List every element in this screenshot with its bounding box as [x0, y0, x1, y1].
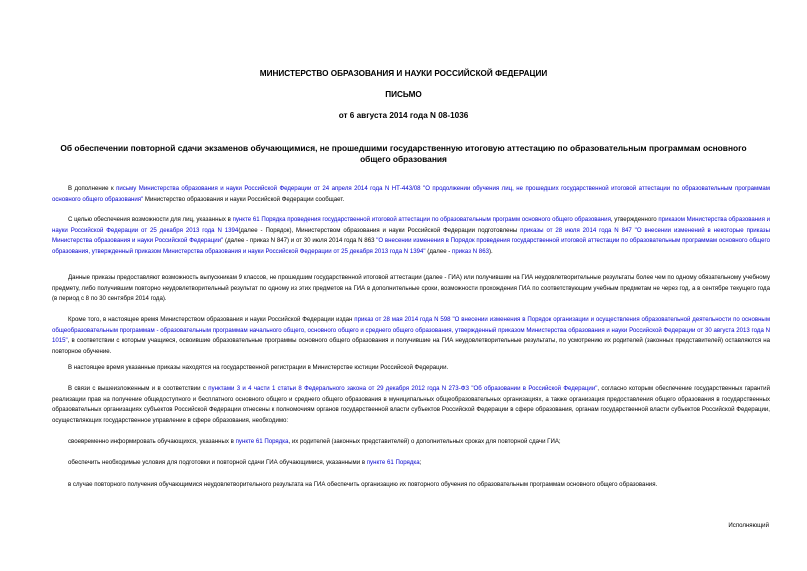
signature-line: Исполняющий	[728, 522, 769, 529]
link-order-863-title[interactable]: "О внесении изменения в Порядок проведения государственной итоговой аттестации по образовательным программам основного общего образования, утвержденный приказом Министерства образования и науки Российской Федерации от 25 декабря 2013 года N 1394"	[52, 237, 770, 255]
text: своевременно информировать обучающихся, указанных в	[68, 438, 236, 445]
paragraph-7	[52, 437, 770, 448]
link-order-1394[interactable]: приказом Министерства образования и науки Российской Федерации от 25 декабря 2013 года N 1394	[52, 216, 770, 234]
document-type: ПИСЬМО	[385, 90, 422, 99]
paragraph-3: Данные приказы предоставляют возможность выпускникам 9 классов, не прошедшим государственной итоговой аттестации (далее - ГИА) или получившим на ГИА неудовлетворительные результаты более чем по одному обязательному учебному предмету, либо получившим повторно неудовлетворительный результат по одному из этих предметов на ГИА в дополнительные сроки, возможности прохождения ГИА по соответствующим учебным предметам не через год, а в сентябре текущего года (в период с 8 по 30 сентября 2014 года).	[52, 274, 770, 302]
paragraph-4	[52, 315, 770, 357]
text: , в соответствии с которым учащиеся, освоившие образовательные программы основного общего образования и получившие на ГИА неудовлетворительные результаты, по усмотрению их родителей (законных представителей) оставляются на повторное обучение.	[52, 337, 770, 355]
link-order-847[interactable]: приказы от 28 июля 2014 года N 847 "О внесении изменений в некоторые приказы Министерства образования и науки Российской Федерации"	[52, 226, 770, 244]
text: , их родителей (законных представителей) о дополнительных сроках для повторной сдачи ГИА;	[288, 438, 561, 445]
link-letter-nt-443[interactable]: письму Министерства образования и науки Российской Федерации от 24 апреля 2014 года N НТ-443/08 "О продолжении обучения лиц, не прошедших государственной итоговой аттестации по образовательным программам основного общего образования"	[52, 185, 770, 203]
paragraph-9: в случае повторного получения обучающимися неудовлетворительного результата на ГИА обеспечить организацию их повторного обучения по образовательным программам основного общего образования.	[68, 481, 658, 488]
text: (далее - приказ N 847) и от 30 июля 2014 года N 863	[223, 237, 377, 244]
text: , утвержденного	[610, 216, 659, 223]
ministry-title: МИНИСТЕРСТВО ОБРАЗОВАНИЯ И НАУКИ РОССИЙСКОЙ ФЕДЕРАЦИИ	[259, 69, 548, 78]
document-subject: Об обеспечении повторной сдачи экзаменов обучающимися, не прошедшими государственную итоговую аттестацию по образовательным программам основного общего образования	[60, 143, 747, 164]
text: В связи с вышеизложенным и в соответствии с	[68, 385, 209, 392]
paragraph-2	[52, 215, 770, 257]
text: Кроме того, в настоящее время Министерством образования и науки Российской Федерации издан	[68, 316, 355, 323]
text: В дополнение к	[68, 185, 117, 192]
link-order-598[interactable]: приказ от 28 мая 2014 года N 598 "О внесении изменения в Порядок организации и осуществления образовательной деятельности по основным общеобразовательным программам - образовательным программам начального общего, основного общего и среднего общего образования, утвержденный приказом Министерства образования и науки Российской Федерации от 30 августа 2013 года N 1015"	[52, 316, 771, 344]
text: , согласно которым обеспечение государственных гарантий реализации прав на получение общедоступного и бесплатного основного общего и среднего общего образования в муниципальных общеобразовательных организациях, а также организация предоставления общего образования в государственных образовательных организациях субъектов Российской Федерации отнесены к полномочиям органов государственной власти субъектов Российской Федерации в сфере образования, органам государственной власти субъектов Российской Федерации, осуществляющих государственное управление в сфере образования, необходимо:	[52, 385, 770, 424]
text: ).	[488, 247, 493, 255]
text: Министерство образования и науки Российской Федерации сообщает.	[143, 195, 345, 203]
paragraph-5: В настоящее время указанные приказы находятся на государственной регистрации в Министерстве юстиции Российской Федерации.	[68, 364, 449, 371]
text: (далее - Порядок), Министерством образования и науки Российской Федерации подготовлены	[238, 226, 521, 234]
link-procedure-item-61[interactable]: пункте 61 Порядка	[235, 438, 289, 445]
text: С целью обеспечения возможности для лиц, указанных в	[68, 216, 233, 223]
paragraph-6	[52, 384, 770, 426]
link-procedure-item-61[interactable]: пункте 61 Порядка	[366, 459, 420, 466]
link-order-863[interactable]: приказ N 863	[452, 247, 489, 255]
text: (далее -	[425, 247, 453, 255]
link-federal-law-273[interactable]: пунктами 3 и 4 части 1 статьи 8 Федерального закона от 29 декабря 2012 года N 273-ФЗ "Об образовании в Российской Федерации"	[208, 385, 598, 392]
paragraph-8	[52, 458, 770, 469]
document-date-number: от 6 августа 2014 года N 08-1036	[338, 111, 469, 120]
paragraph-1	[52, 184, 770, 205]
text: ;	[419, 459, 422, 466]
link-procedure-item-61[interactable]: пункте 61 Порядка проведения государственной итоговой аттестации по образовательным программ основного общего образования	[232, 216, 611, 223]
text: обеспечить необходимые условия для подготовки и повторной сдачи ГИА обучающимися, указанными в	[68, 459, 367, 466]
